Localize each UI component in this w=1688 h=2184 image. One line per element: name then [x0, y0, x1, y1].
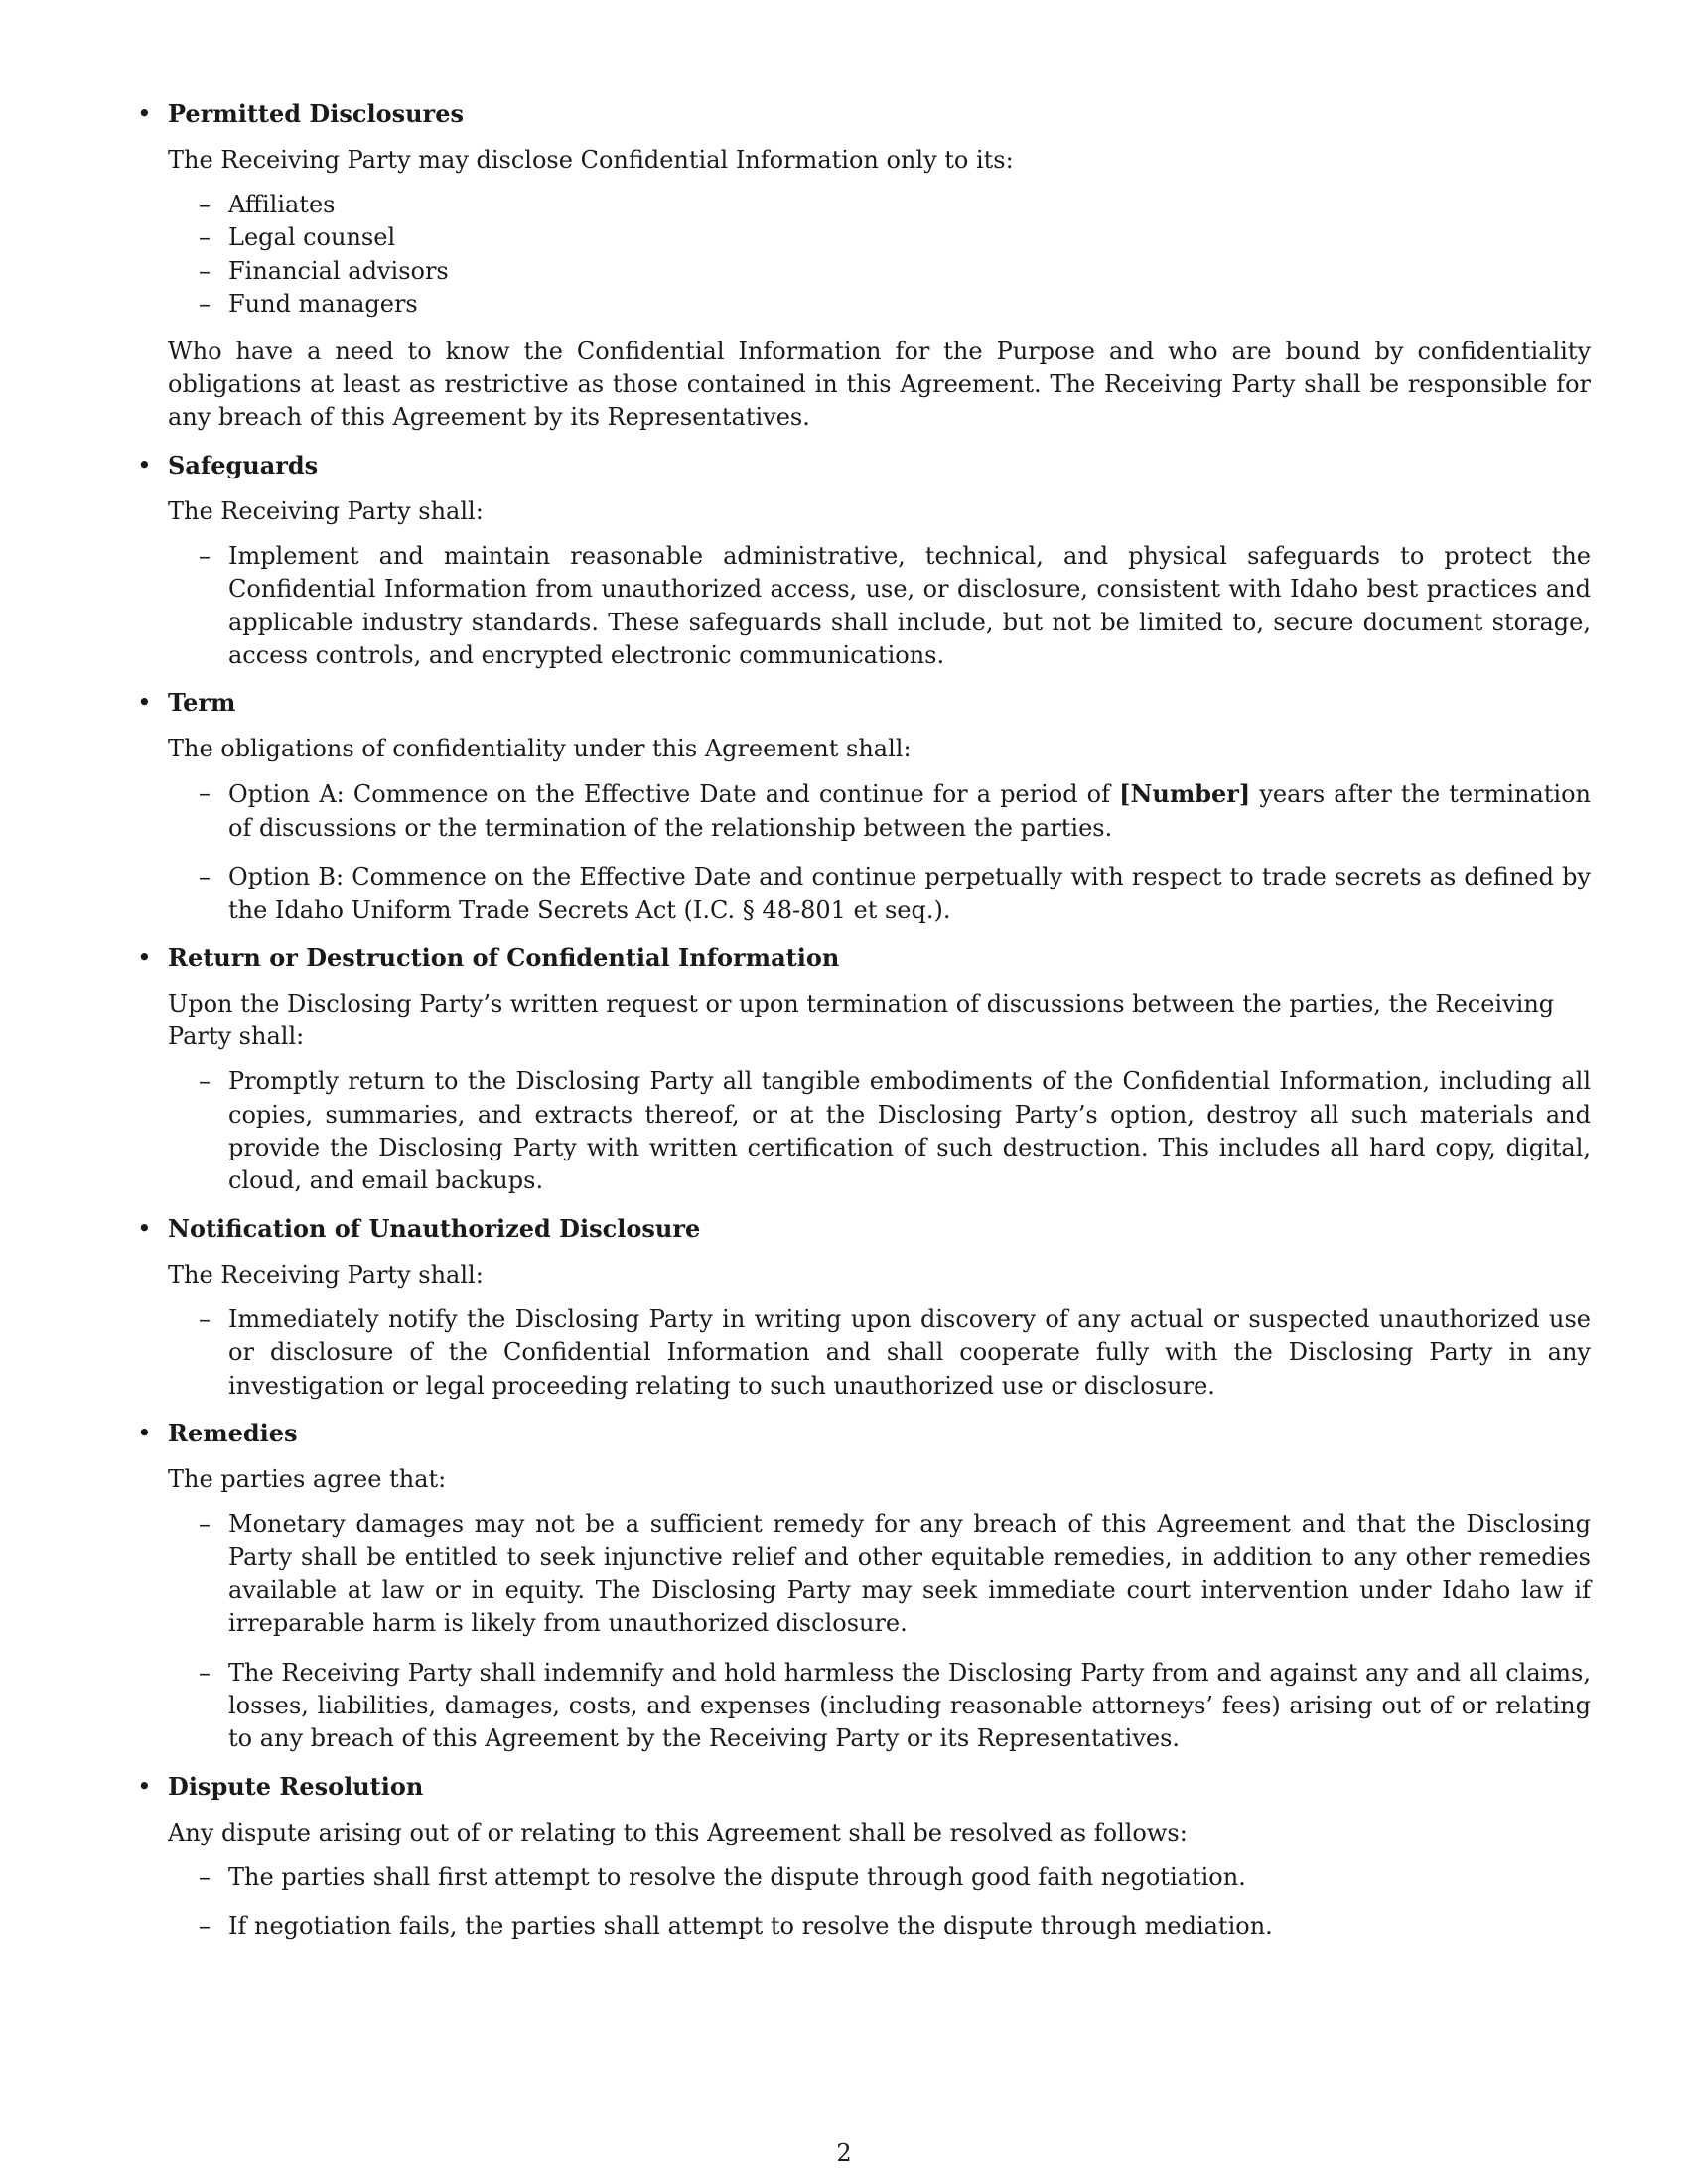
remedies-list — [168, 1508, 1591, 1756]
bullet-marker: • — [137, 450, 152, 479]
list-item — [168, 189, 1591, 221]
list-item-text: If negotiation fails, the parties shall attempt to resolve the dispute through mediation. — [228, 1912, 1273, 1941]
section-permitted-disclosures — [137, 97, 1591, 435]
section-heading: Permitted Disclosures — [168, 99, 464, 128]
dispute-steps-list — [168, 1861, 1591, 1944]
list-item — [168, 1657, 1591, 1756]
dash-marker: – — [199, 1658, 211, 1687]
section-intro: The parties agree that: — [168, 1464, 447, 1493]
bullet-marker: • — [137, 943, 152, 973]
bullet-marker: • — [137, 1771, 152, 1801]
notification-obligations-list — [168, 1303, 1591, 1403]
option-a-text-end: years after the termination of discussions or the termination of the relationship between the parties. — [228, 780, 1592, 842]
section-intro: Upon the Disclosing Party’s written request or upon termination of discussions between the parties, the Receiving Party shall: — [168, 990, 1555, 1051]
section-intro: The Receiving Party shall: — [168, 1260, 484, 1289]
dash-marker: – — [199, 1304, 211, 1333]
section-notification — [137, 1212, 1591, 1403]
dash-marker: – — [199, 1067, 211, 1096]
section-intro: The Receiving Party may disclose Confidential Information only to its: — [168, 146, 1014, 174]
dash-marker: – — [199, 1862, 211, 1891]
option-b-text: Option B: Commence on the Effective Date and continue perpetually with respect to trade secrets as defined by the Idaho Uniform Trade Secrets Act (I.C. § 48-801 et seq.). — [228, 863, 1591, 924]
dash-marker: – — [199, 541, 211, 570]
list-item — [168, 1508, 1591, 1641]
term-options-list — [168, 777, 1591, 927]
dash-marker: – — [199, 1912, 211, 1941]
list-item-text: Immediately notify the Disclosing Party in writing upon discovery of any actual or suspected unauthorized use or disclosure of the Confidential Information and shall cooperate fully with the Disclosing Party in any investigation or legal proceeding relating to such unauthorized use or disclosure. — [228, 1304, 1591, 1400]
dash-marker: – — [199, 779, 211, 808]
dash-marker: – — [199, 256, 211, 285]
dash-marker: – — [199, 290, 211, 319]
section-closing-paragraph: Who have a need to know the Confidential Information for the Purpose and who are bound by confidentiality obligations at least as restrictive as those contained in this Agreement. The Receiving Party shall be responsible for any breach of this Agreement by its Representatives. — [168, 337, 1591, 432]
list-item-text: Promptly return to the Disclosing Party all tangible embodiments of the Confidential Information, including all copies, summaries, and extracts thereof, or at the Disclosing Party’s option, destroy all such materials and provide the Disclosing Party with written certification of such destruction. This includes all hard copy, digital, cloud, and email backups. — [228, 1067, 1591, 1195]
disclosure-recipient-list — [168, 189, 1591, 322]
section-return-or-destruction — [137, 941, 1591, 1198]
return-obligations-list — [168, 1065, 1591, 1198]
bullet-marker: • — [137, 688, 152, 718]
list-item — [168, 1861, 1591, 1894]
number-placeholder: [Number] — [1119, 779, 1251, 809]
dash-marker: – — [199, 863, 211, 891]
section-heading: Remedies — [168, 1418, 298, 1447]
section-heading: Term — [168, 688, 236, 718]
term-option-b — [168, 861, 1591, 927]
list-item — [168, 1065, 1591, 1198]
list-item-text: Implement and maintain reasonable administrative, technical, and physical safeguards to protect the Confidential Information from unauthorized access, use, or disclosure, consistent with Idaho best practices and applicable industry standards. These safeguards shall include, but not be limited to, secure document storage, access controls, and encrypted electronic communications. — [228, 541, 1591, 670]
document-body — [137, 97, 1591, 1958]
list-item-text: Legal counsel — [228, 223, 396, 252]
term-option-a — [168, 777, 1591, 845]
section-dispute-resolution — [137, 1770, 1591, 1944]
safeguards-list — [168, 540, 1591, 673]
list-item — [168, 1910, 1591, 1943]
section-heading: Return or Destruction of Confidential Information — [168, 943, 840, 973]
section-term — [137, 686, 1591, 927]
page-number: 2 — [836, 2139, 852, 2167]
list-item-text: The Receiving Party shall indemnify and hold harmless the Disclosing Party from and against any and all claims, losses, liabilities, damages, costs, and expenses (including reasonable attorneys’ fees) arising out of or relating to any breach of this Agreement by the Receiving Party or its Representatives. — [228, 1658, 1591, 1753]
bullet-marker: • — [137, 1418, 152, 1447]
dash-marker: – — [199, 1509, 211, 1538]
section-heading: Notification of Unauthorized Disclosure — [168, 1213, 701, 1243]
list-item — [168, 1303, 1591, 1403]
list-item-text: Financial advisors — [228, 256, 449, 285]
section-heading: Safeguards — [168, 450, 319, 479]
list-item — [168, 288, 1591, 321]
list-item — [168, 540, 1591, 673]
section-intro: The obligations of confidentiality under this Agreement shall: — [168, 735, 912, 763]
list-item-text: Affiliates — [228, 191, 336, 218]
list-item-text: Fund managers — [228, 290, 418, 319]
list-item — [168, 221, 1591, 254]
section-remedies — [137, 1417, 1591, 1756]
list-item-text: Monetary damages may not be a sufficient remedy for any breach of this Agreement and that the Disclosing Party shall be entitled to seek injunctive relief and other equitable remedies, in addition to any other remedies available at law or in equity. The Disclosing Party may seek immediate court intervention under Idaho law if irreparable harm is likely from unauthorized disclosure. — [228, 1509, 1591, 1638]
bullet-marker: • — [137, 1213, 152, 1243]
dash-marker: – — [199, 191, 211, 218]
section-intro: Any dispute arising out of or relating to this Agreement shall be resolved as follows: — [168, 1818, 1188, 1846]
dash-marker: – — [199, 223, 211, 252]
section-intro: The Receiving Party shall: — [168, 496, 484, 525]
section-safeguards — [137, 449, 1591, 673]
option-a-text-start: Option A: Commence on the Effective Date and continue for a period of — [228, 780, 1120, 809]
list-item — [168, 255, 1591, 288]
bullet-marker: • — [137, 99, 152, 128]
section-heading: Dispute Resolution — [168, 1771, 424, 1801]
list-item-text: The parties shall first attempt to resolve the dispute through good faith negotiation. — [228, 1862, 1246, 1891]
